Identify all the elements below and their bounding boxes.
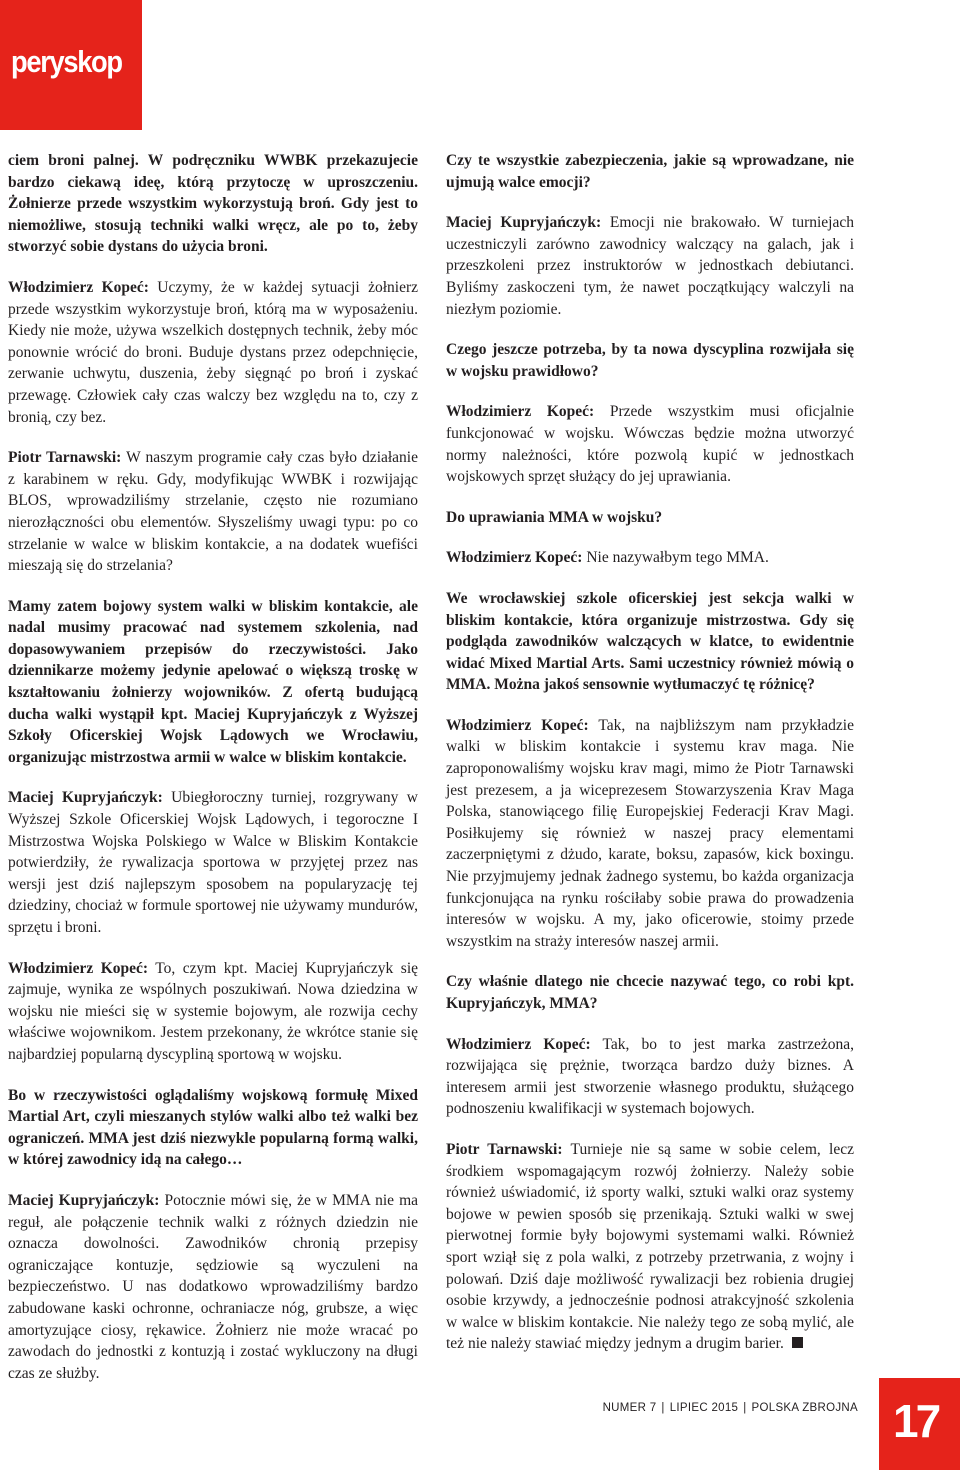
page-number: 17 (893, 1395, 939, 1447)
speaker-name: Maciej Kupryjańczyk: (446, 214, 602, 232)
footer-magazine: POLSKA ZBROJNA (751, 1402, 858, 1414)
footer-issue-info (603, 1402, 858, 1414)
speaker-name: Włodzimierz Kopeć: (8, 278, 149, 296)
speaker-name: Maciej Kupryjańczyk: (8, 1191, 160, 1209)
question-paragraph (446, 150, 854, 193)
footer-issue: NUMER 7 (602, 1402, 657, 1414)
section-logo-text: peryskop (11, 44, 122, 79)
paragraph-text: Czy te wszystkie zabezpieczenia, jakie są wprowadzane, nie ujmują walce emocji? (446, 152, 854, 191)
speaker-name: Piotr Tarnawski: (8, 449, 122, 467)
answer-paragraph (8, 1190, 418, 1384)
answer-paragraph (446, 212, 854, 320)
paragraph-text: Uczymy, że w każdej sytuacji żołnierz przede wszystkim wykorzystuje broń, którą ma w wyposażeniu. Kiedy nie może, używa wszelkich dostępnych technik, żeby móc ponownie wrócić do broni. Buduje dystans przez odepchnięcie, zerwanie uchwytu, duszenia, żeby sięgnąć po broń i zyskać przewagę. Człowiek cały czas walczy bez względu na to, czy z bronią, czy bez. (8, 278, 418, 426)
paragraph-text: Emocji nie brakowało. W turniejach uczestniczyli zarówno zawodnicy walczący na galach, jak i przeszkoleni przez instruktorów w jednostkach debiutanci. Byliśmy zaskoczeni tym, że nawet początkujący walczyli na niezłym poziomie. (446, 214, 854, 318)
paragraph-text: Ubiegłoroczny turniej, rozgrywany w Wyższej Szkole Oficerskiej Wojsk Lądowych, i tegoroczne I Mistrzostwa Wojska Polskiego w Walce w Bliskim Kontakcie potwierdziły, że rywalizacja sportowa w przyjętej przez nas wersji jest dziś najlepszym sposobem na popularyzację tej dziedziny, chociaż w formule sportowej nie używamy mundurów, sprzętu i broni. (8, 789, 419, 936)
paragraph-text: ciem broni palnej. W podręczniku WWBK przekazujecie bardzo ciekawą ideę, którą przytoczę w uproszczeniu. Żołnierze przede wszystkim wykorzystują broń. Gdy jest to niemożliwe, stosują techniki walki wręcz, ale po to, żeby stworzyć sobie dystans do użycia broni. (8, 152, 418, 256)
answer-paragraph (8, 447, 418, 577)
paragraph-text: To, czym kpt. Maciej Kupryjańczyk się zajmuje, wynika ze wspólnych poszukiwań. Nowa dziedzina w wojsku nie mieści się w systemie bojowym, ale rozwija cechy właściwe wojownikom. Jestem przekonany, że wkrótce stanie się najbardziej popularną dyscypliną sportową w wojsku. (8, 959, 418, 1063)
footer-separator: | (661, 1402, 665, 1414)
question-paragraph (8, 150, 418, 258)
speaker-name: Włodzimierz Kopeć: (8, 959, 149, 977)
paragraph-text: W naszym programie cały czas było działanie z karabinem w ręku. Gdy, modyfikując WWBK i rozwijając BLOS, wprowadziliśmy strzelanie, często nie rozumiano nierozłączności obu elementów. Słyszeliśmy uwagi typu: po co strzelanie w walce w bliskim kontakcie, a na dodatek wuefiści mieszają się do strzelania? (8, 449, 418, 575)
question-paragraph (446, 588, 854, 696)
speaker-name: Włodzimierz Kopeć: (446, 1035, 591, 1053)
paragraph-text: Mamy zatem bojowy system walki w bliskim kontakcie, ale nadal musimy pracować nad systemem szkolenia, nad dopasowywaniem przepisów do rzeczywistości. Jako dziennikarze możemy jedynie apelować o większą troskę w kształtowaniu żołnierzy wojowników. Z ofertą budującą ducha walki wystąpił kpt. Maciej Kupryjańczyk z Wyższej Szkoły Oficerskiej Wojsk Lądowych we Wrocławiu, organizując mistrzostwa armii w walce w bliskim kontakcie. (8, 597, 418, 766)
question-paragraph (446, 971, 854, 1014)
paragraph-text: Tak, bo to jest marka zastrzeżona, rozwijająca się prężnie, tworząca bardzo duży biznes. A interesem armii jest stworzenie własnego produktu, służącego podnoszeniu kwalifikacji w systemach bojowych. (446, 1035, 854, 1118)
paragraph-text: Czego jeszcze potrzeba, by ta nowa dyscyplina rozwijała się w wojsku prawidłowo? (446, 341, 854, 380)
page-number-box (879, 1378, 960, 1470)
footer-separator: | (743, 1402, 747, 1414)
question-paragraph (446, 507, 854, 529)
paragraph-text: Bo w rzeczywistości oglądaliśmy wojskową formułę Mixed Martial Art, czyli mieszanych stylów walki albo też walki bez ograniczeń. MMA jest dziś niezwykle popularną formą walki, w której zawodnicy idą na całego… (8, 1086, 418, 1169)
paragraph-text: Nie nazywałbym tego MMA. (582, 549, 769, 567)
answer-paragraph (446, 547, 854, 569)
answer-paragraph (446, 1034, 854, 1120)
speaker-name: Piotr Tarnawski: (446, 1140, 563, 1158)
answer-paragraph (8, 958, 418, 1066)
answer-paragraph (446, 1139, 854, 1355)
speaker-name: Włodzimierz Kopeć: (446, 403, 595, 421)
paragraph-text: Potocznie mówi się, że w MMA nie ma reguł, ale połączenie technik walki z różnych dziedzin nie oznacza dowolności. Zawodników chronią przepisy ograniczające kontuzje, sędziowie są wyczuleni na bezpieczeństwo. U nas dodatkowo wprowadziliśmy bardzo zabudowane kaski ochronne, ochraniacze nóg, grubsze, a więc amortyzujące ciosy, rękawice. Żołnierz nie może wracać po zawodach do jednostki z kontuzją i zostać wykluczony na długi czas ze służby. (8, 1191, 419, 1382)
speaker-name: Włodzimierz Kopeć: (446, 549, 583, 567)
answer-paragraph (446, 715, 854, 953)
question-paragraph (8, 596, 418, 769)
speaker-name: Maciej Kupryjańczyk: (8, 789, 163, 807)
left-text-column (8, 150, 418, 1384)
paragraph-text: Tak, na najbliższym nam przykładzie walki w bliskim kontakcie i systemu krav maga. Nie zaproponowaliśmy wojsku krav magi, mimo że Piotr Tarnawski jest prezesem, a ja wiceprezesem Stowarzyszenia Krav Maga Polska, stanowiącego filię Europejskiej Federacji Krav Magi. Posiłkujemy się również w naszej pracy elementami zaczerpniętymi z dżudo, karate, boksu, zapasów, kick boxingu. Nie przyjmujemy jednak żadnego systemu, bo każda organizacja funkcjonująca na rynku rościłaby sobie prawa do prowadzenia interesów w wojsku. A my, jako oficerowie, stoimy przede wszystkim na straży interesów naszej armii. (446, 716, 854, 950)
question-paragraph (8, 1085, 418, 1171)
answer-paragraph (8, 787, 418, 938)
paragraph-text: Czy właśnie dlatego nie chcecie nazywać tego, co robi kpt. Kupryjańczyk, MMA? (446, 973, 854, 1012)
answer-paragraph (446, 401, 854, 487)
speaker-name: Włodzimierz Kopeć: (446, 716, 589, 734)
paragraph-text: We wrocławskiej szkole oficerskiej jest sekcja walki w bliskim kontakcie, która organizuje mistrzostwa. Gdy się podgląda zawodników walczących w klatce, to ewidentnie widać Mixed Martial Arts. Sami uczestnicy również mówią o MMA. Można jakoś sensownie wytłumaczyć tę różnicę? (446, 589, 854, 694)
end-of-article-mark (792, 1337, 803, 1348)
answer-paragraph (8, 277, 418, 428)
paragraph-text: Do uprawiania MMA w wojsku? (446, 508, 663, 526)
paragraph-text: Turnieje nie są same w sobie celem, lecz środkiem wspomagającym rozwój żołnierzy. Należy sobie również uświadomić, iż sporty walki, sztuki walki oraz systemy bojowe w pewien sposób się przenikają. Sztuki walki w swej pierwotnej formie były bojowymi systemami walki. Również sport wziął się z pola walki, z potrzeby przetrwania, z wojny i polowań. Dziś daje możliwość rywalizacji bez robienia drugiej osobie krzywdy, a jednocześnie podnosi atrakcyjność szkolenia w walce w bliskim kontakcie. Nie należy tego ze sobą mylić, ale też nie należy stawiać między jednym a drugim barier. (446, 1140, 854, 1353)
paragraph-text: Przede wszystkim musi oficjalnie funkcjonować w wojsku. Wówczas będzie można utworzyć normy należności, które pozwolą kupić w jednostkach wojskowych sprzęt służący do jej uprawiania. (446, 403, 854, 486)
section-logo (0, 0, 142, 130)
right-text-column (446, 150, 854, 1355)
footer-date: LIPIEC 2015 (669, 1402, 739, 1414)
question-paragraph (446, 339, 854, 382)
